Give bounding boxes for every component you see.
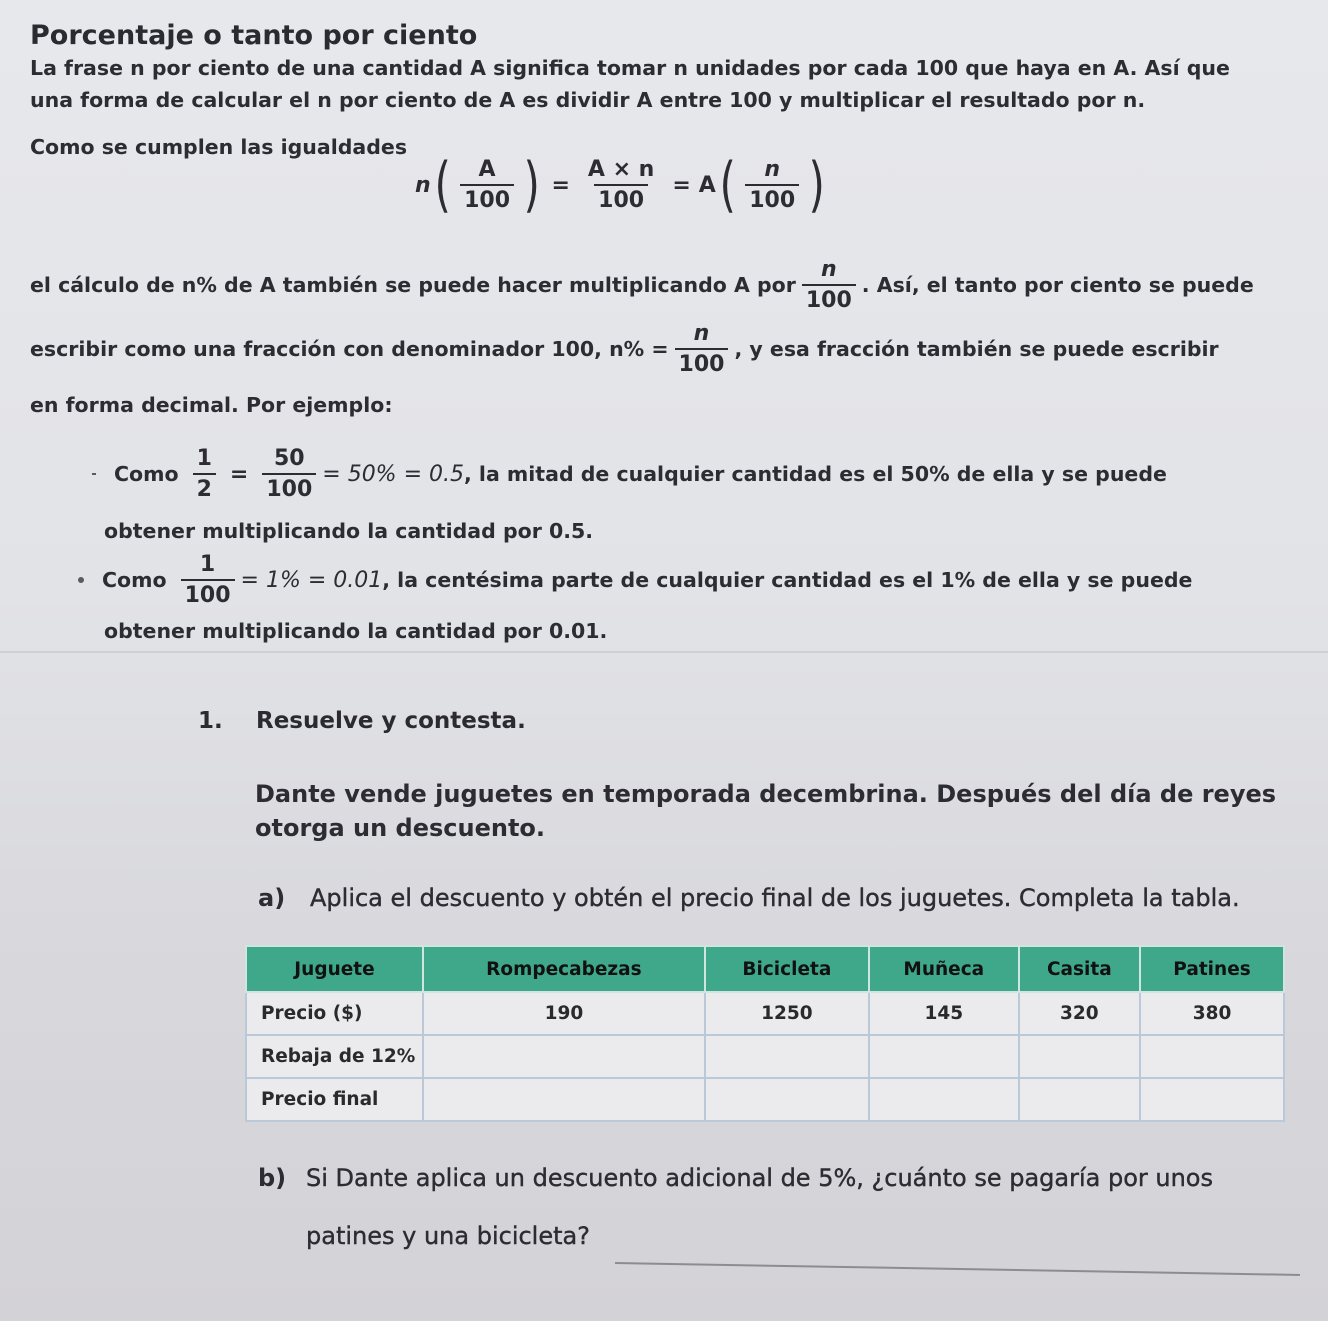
header-muneca: Muñeca bbox=[869, 946, 1019, 992]
table-cell-blank[interactable] bbox=[705, 1035, 869, 1078]
example-1: Como $\frac{1}{2}$ = $\frac{50}{100}$ = 50% = 0.5 , la mitad de cualquier cantidad es el 50% de ella y se puede bbox=[92, 446, 1167, 502]
table-header-row bbox=[246, 946, 1284, 992]
part-a-text: Aplica el descuento y obtén el precio final de los juguetes. Completa la tabla. bbox=[310, 884, 1240, 912]
table-cell-blank[interactable] bbox=[1019, 1078, 1140, 1121]
frac-n-100: $\frac{n}{100}$ bbox=[802, 257, 856, 313]
table-row bbox=[246, 992, 1284, 1035]
intro-line-1: La frase n por ciento de una cantidad A significa tomar n unidades por cada 100 que haya en A. Así que bbox=[30, 56, 1230, 80]
part-b-text-2: patines y una bicicleta? bbox=[306, 1222, 590, 1250]
question-heading: Resuelve y contesta. bbox=[256, 708, 526, 734]
table-cell-blank[interactable] bbox=[423, 1035, 705, 1078]
table-cell-blank[interactable] bbox=[423, 1078, 705, 1121]
intro-line-3: Como se cumplen las igualdades bbox=[30, 135, 408, 159]
toys-table bbox=[245, 945, 1285, 1122]
explanation-line-1: el cálculo de n% de A también se puede hacer multiplicando A por $\frac{n}{100}$ . Así, el tanto por ciento se puede bbox=[30, 257, 1254, 313]
table-cell: 145 bbox=[869, 992, 1019, 1035]
answer-line[interactable] bbox=[615, 1262, 1300, 1276]
table-cell-blank[interactable] bbox=[869, 1035, 1019, 1078]
part-b-text-1: Si Dante aplica un descuento adicional de 5%, ¿cuánto se pagaría por unos bbox=[306, 1164, 1213, 1192]
header-patines: Patines bbox=[1140, 946, 1284, 992]
row-label-rebaja: Rebaja de 12% bbox=[246, 1035, 423, 1078]
bullet-icon bbox=[78, 577, 84, 583]
table-cell: 320 bbox=[1019, 992, 1140, 1035]
header-rompecabezas: Rompecabezas bbox=[423, 946, 705, 992]
eq-frac-an-100: $\frac{A \times n}{100}$ bbox=[587, 157, 655, 213]
example-2: Como $\frac{1}{100}$ = 1% = 0.01 , la centésima parte de cualquier cantidad es el 1% de ella y se puede bbox=[78, 552, 1192, 608]
table-cell: 190 bbox=[423, 992, 705, 1035]
divider bbox=[0, 651, 1328, 653]
part-a-label: a) bbox=[258, 884, 286, 912]
eq-frac-a-100: $\frac{A}{100}$ bbox=[460, 157, 514, 213]
example-1-frac-50-100: $\frac{50}{100}$ bbox=[262, 446, 316, 502]
table-cell-blank[interactable] bbox=[1140, 1078, 1284, 1121]
question-text-1: Dante vende juguetes en temporada decembrina. Después del día de reyes bbox=[255, 780, 1277, 808]
header-casita: Casita bbox=[1019, 946, 1140, 992]
frac-n-100-b: $\frac{n}{100}$ bbox=[675, 321, 729, 377]
part-b-label: b) bbox=[258, 1164, 287, 1192]
explanation-line-2: escribir como una fracción con denominador 100, n% = $\frac{n}{100}$ , y esa fracción también se puede escribir bbox=[30, 321, 1219, 377]
eq-frac-n-100: $\frac{n}{100}$ bbox=[745, 157, 799, 213]
example-2-frac-1-100: $\frac{1}{100}$ bbox=[181, 552, 235, 608]
header-juguete: Juguete bbox=[246, 946, 423, 992]
header-bicicleta: Bicicleta bbox=[705, 946, 869, 992]
eq-n: n bbox=[415, 172, 431, 198]
table-cell-blank[interactable] bbox=[1140, 1035, 1284, 1078]
main-equation: n ( $\frac{A}{100}$ ) = $\frac{A \times n}{100}$ = A ( $\frac{n}{100}$ ) bbox=[415, 150, 826, 220]
example-1-frac-1-2: $\frac{1}{2}$ bbox=[193, 446, 216, 502]
table-cell: 380 bbox=[1140, 992, 1284, 1035]
page-title: Porcentaje o tanto por ciento bbox=[30, 20, 478, 51]
table-cell-blank[interactable] bbox=[869, 1078, 1019, 1121]
intro-line-2: una forma de calcular el n por ciento de A es dividir A entre 100 y multiplicar el resultado por n. bbox=[30, 88, 1146, 112]
question-text-2: otorga un descuento. bbox=[255, 814, 546, 842]
table-cell-blank[interactable] bbox=[705, 1078, 869, 1121]
table-row bbox=[246, 1035, 1284, 1078]
bullet-icon bbox=[92, 473, 96, 475]
row-label-precio-final: Precio final bbox=[246, 1078, 423, 1121]
example-2-line-2: obtener multiplicando la cantidad por 0.01. bbox=[104, 619, 608, 643]
row-label-precio: Precio ($) bbox=[246, 992, 423, 1035]
table-cell-blank[interactable] bbox=[1019, 1035, 1140, 1078]
question-number: 1. bbox=[198, 708, 223, 734]
table-cell: 1250 bbox=[705, 992, 869, 1035]
explanation-line-3: en forma decimal. Por ejemplo: bbox=[30, 393, 393, 417]
table-row bbox=[246, 1078, 1284, 1121]
example-1-line-2: obtener multiplicando la cantidad por 0.5. bbox=[104, 519, 594, 543]
